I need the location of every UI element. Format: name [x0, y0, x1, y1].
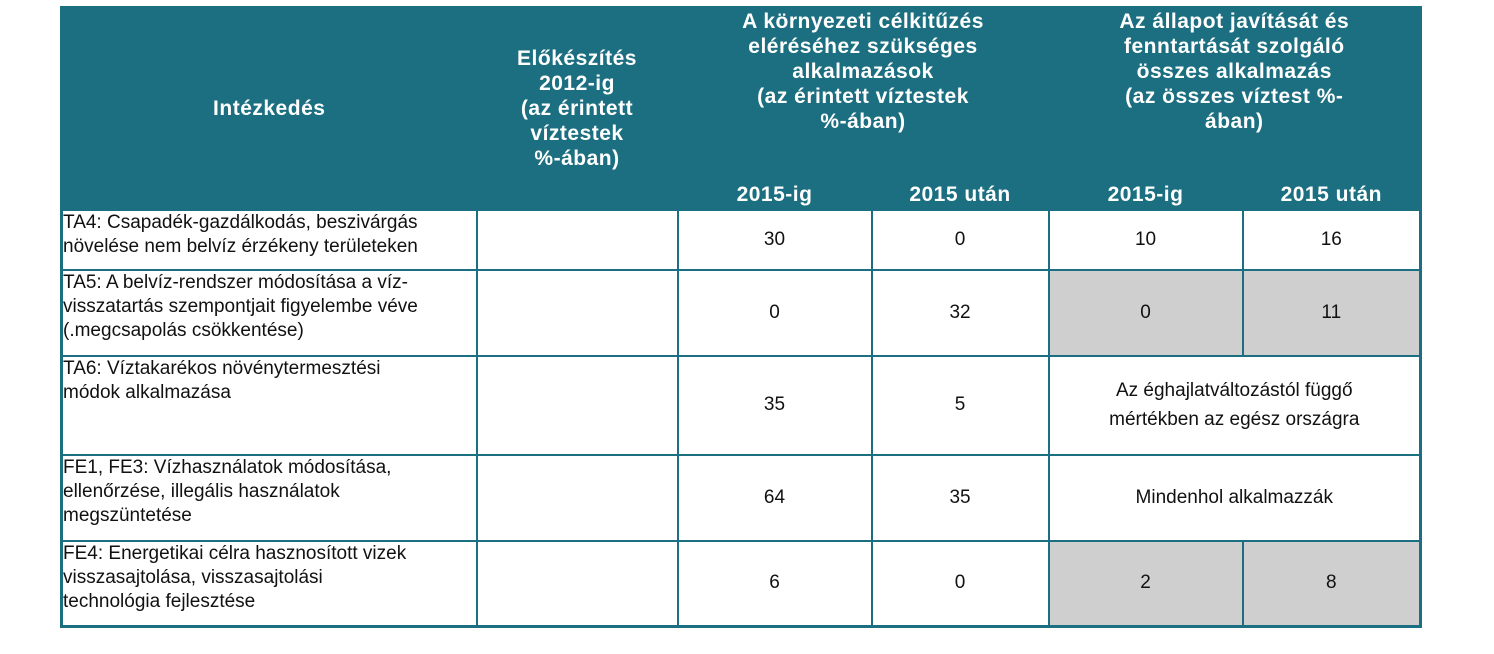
row-label-line: módok alkalmazása — [63, 381, 231, 403]
row-label — [62, 455, 477, 541]
row-label-line: TA6: Víztakarékos növénytermesztési — [63, 357, 381, 379]
row-label-line: növelése nem belvíz érzékeny területeken — [63, 235, 418, 257]
header-env-line: %-ában) — [820, 110, 906, 133]
row-label-line: FE4: Energetikai célra hasznosított vizek — [63, 542, 407, 564]
header-all-line: (az összes víztest %- — [1125, 85, 1344, 108]
header-env-line: A környezeti célkitűzés — [742, 10, 984, 33]
all-2015-cell: 0 — [1049, 270, 1243, 356]
env-after-2015-cell: 32 — [872, 270, 1049, 356]
header-row-main — [62, 8, 1421, 180]
table-row — [62, 541, 1421, 627]
measures-table — [60, 6, 1422, 628]
all-after-2015-cell: 8 — [1243, 541, 1421, 627]
row-label — [62, 541, 477, 627]
all-applications-merged-cell — [1049, 356, 1421, 455]
subheader-env-after-2015: 2015 után — [872, 180, 1049, 210]
row-label — [62, 356, 477, 455]
merged-cell-line: mértékben az egész országra — [1109, 409, 1360, 430]
prep-cell — [477, 270, 678, 356]
all-after-2015-cell: 16 — [1243, 210, 1421, 270]
header-prep-line: Előkészítés — [517, 47, 637, 71]
header-all-line: ában) — [1205, 110, 1264, 133]
env-2015-cell: 35 — [678, 356, 872, 455]
row-label-line: visszasajtolása, visszasajtolási — [63, 566, 323, 588]
row-label-line: TA5: A belvíz-rendszer módosítása a víz- — [63, 271, 408, 293]
prep-cell — [477, 541, 678, 627]
env-2015-cell: 30 — [678, 210, 872, 270]
prep-cell — [477, 455, 678, 541]
row-label-line: FE1, FE3: Vízhasználatok módosítása, — [63, 456, 392, 478]
row-label — [62, 210, 477, 270]
subheader-all-after-2015: 2015 után — [1243, 180, 1421, 210]
subheader-env-2015: 2015-ig — [678, 180, 872, 210]
header-all-applications — [1049, 8, 1421, 180]
header-prep-line: 2012-ig — [539, 72, 615, 96]
env-after-2015-cell: 0 — [872, 210, 1049, 270]
subheader-all-2015: 2015-ig — [1049, 180, 1243, 210]
row-label-line: technológia fejlesztése — [63, 590, 256, 612]
header-prep-line: víztestek — [530, 122, 624, 146]
prep-cell — [477, 356, 678, 455]
header-measure: Intézkedés — [62, 8, 477, 210]
all-2015-cell: 10 — [1049, 210, 1243, 270]
row-label-line: visszatartás szempontjait figyelembe véve — [63, 295, 418, 317]
table-row — [62, 270, 1421, 356]
row-label — [62, 270, 477, 356]
row-label-line: (.megcsapolás csökkentése) — [63, 319, 304, 341]
merged-cell-line: Az éghajlatváltozástól függő — [1115, 380, 1353, 401]
header-all-line: összes alkalmazás — [1136, 60, 1332, 83]
env-after-2015-cell: 35 — [872, 455, 1049, 541]
all-applications-merged-cell — [1049, 455, 1421, 541]
header-preparation — [477, 8, 678, 210]
table-row — [62, 455, 1421, 541]
row-label-line: megszüntetése — [63, 504, 192, 526]
table-row — [62, 210, 1421, 270]
header-env-line: alkalmazások — [792, 60, 934, 83]
row-label-line: TA4: Csapadék-gazdálkodás, beszivárgás — [63, 211, 418, 233]
env-after-2015-cell: 5 — [872, 356, 1049, 455]
env-2015-cell: 64 — [678, 455, 872, 541]
all-2015-cell: 2 — [1049, 541, 1243, 627]
env-2015-cell: 0 — [678, 270, 872, 356]
table-row — [62, 356, 1421, 455]
header-prep-line: %-ában) — [534, 147, 620, 171]
header-all-line: fenntartását szolgáló — [1124, 35, 1345, 58]
merged-cell-line: Mindenhol alkalmazzák — [1135, 487, 1334, 508]
header-env-goal — [678, 8, 1049, 180]
env-after-2015-cell: 0 — [872, 541, 1049, 627]
header-prep-line: (az érintett — [520, 97, 634, 121]
env-2015-cell: 6 — [678, 541, 872, 627]
header-env-line: (az érintett víztestek — [757, 85, 969, 108]
all-after-2015-cell: 11 — [1243, 270, 1421, 356]
header-env-line: eléréséhez szükséges — [748, 35, 978, 58]
header-all-line: Az állapot javítását és — [1119, 10, 1350, 33]
prep-cell — [477, 210, 678, 270]
row-label-line: ellenőrzése, illegális használatok — [63, 480, 340, 502]
